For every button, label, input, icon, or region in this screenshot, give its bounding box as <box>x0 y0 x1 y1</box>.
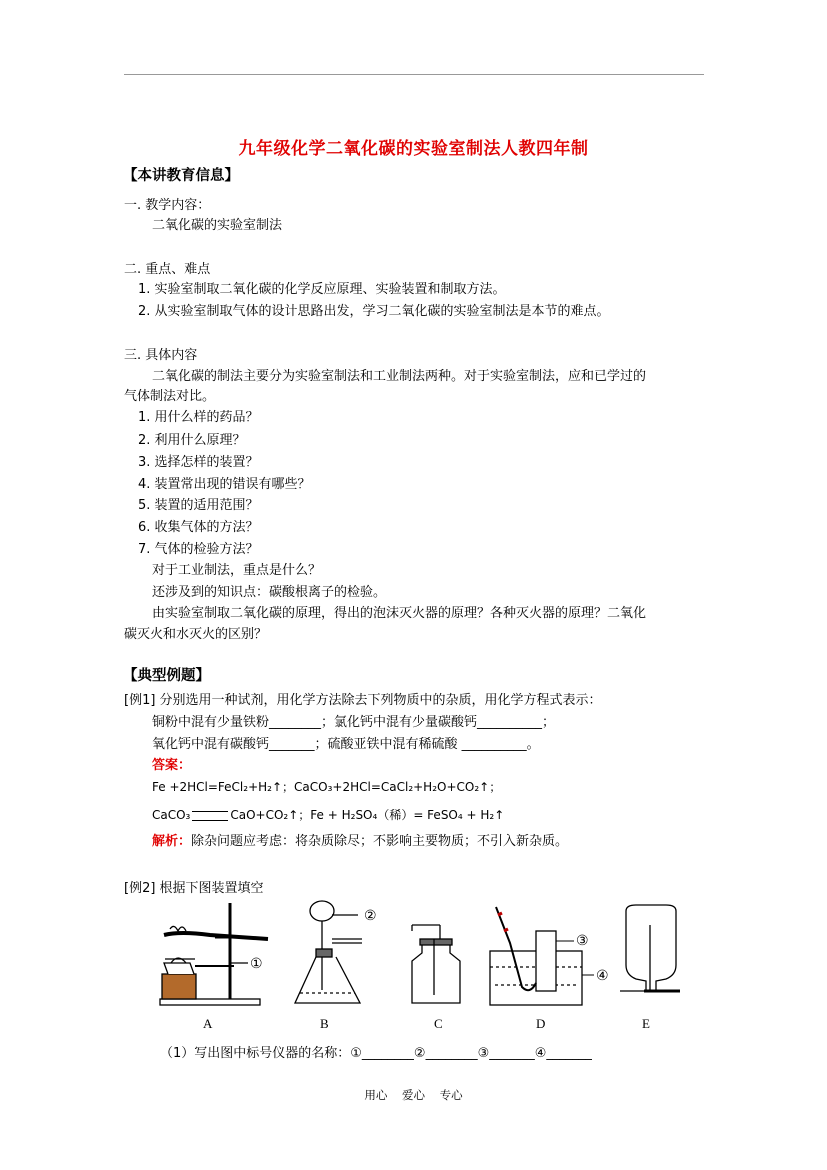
apparatus-d <box>490 907 582 1005</box>
figure-label-e: E <box>642 1016 650 1031</box>
answer-equation-2 <box>152 806 504 823</box>
part3-item: 4. 装置常出现的错误有哪些？ <box>138 477 311 492</box>
page-footer: 用心 爱心 专心 <box>364 1088 463 1102</box>
callout-3: ③ <box>576 934 589 949</box>
part3-intro-line2: 气体制法对比。 <box>124 389 216 404</box>
apparatus-e <box>620 905 680 991</box>
apparatus-a <box>160 903 268 1005</box>
figure-label-d: D <box>536 1016 546 1031</box>
extinguisher-line2: 碳灭火和水灭火的区别？ <box>124 627 268 642</box>
part3-item: 5. 装置的适用范围？ <box>138 498 259 513</box>
equation-products: CaO+CO₂↑；Fe + H₂SO₄（稀）= FeSO₄ + H₂↑ <box>230 808 505 822</box>
example1-prompt: [例1] 分别选用一种试剂，用化学方法除去下列物质中的杂质，用化学方程式表示： <box>124 693 602 708</box>
part2-label: 二. 重点、难点 <box>124 262 211 277</box>
analysis-text: 除杂问题应考虑：将杂质除尽；不影响主要物质；不引入新杂质。 <box>191 834 569 849</box>
part3-label: 三. 具体内容 <box>124 348 198 363</box>
analysis-line <box>152 830 568 849</box>
apparatus-c <box>412 925 460 1003</box>
page-title: 九年级化学二氧化碳的实验室制法人教四年制 <box>238 139 589 159</box>
header-rule <box>124 74 704 75</box>
extinguisher-line1: 由实验室制取二氧化碳的原理，得出的泡沫灭火器的原理？各种灭火器的原理？二氧化 <box>152 606 647 621</box>
part3-intro-line1: 二氧化碳的制法主要分为实验室制法和工业制法两种。对于实验室制法，应和已学过的 <box>152 369 647 384</box>
example2-prompt: [例2] 根据下图装置填空 <box>124 881 264 896</box>
part1-text: 二氧化碳的实验室制法 <box>152 218 283 233</box>
apparatus-b <box>295 901 362 1003</box>
apparatus-figure <box>150 895 690 1035</box>
example1-line2: 氧化钙中混有碳酸钙_______；硫酸亚铁中混有稀硫酸 __________。 <box>152 737 540 752</box>
callout-4: ④ <box>596 969 609 984</box>
figure-label-c: C <box>434 1016 443 1031</box>
part2-item: 2. 从实验室制取气体的设计思路出发，学习二氧化碳的实验室制法是本节的难点。 <box>138 304 610 319</box>
answer-label: 答案： <box>152 758 192 773</box>
answer-equation-1: Fe +2HCl=FeCl₂+H₂↑；CaCO₃+2HCl=CaCl₂+H₂O+CO₂↑； <box>152 780 502 794</box>
section-heading-info: 【本讲教育信息】 <box>123 168 239 184</box>
figure-label-b: B <box>320 1016 329 1031</box>
equation-reactant: CaCO₃ <box>152 808 191 822</box>
part3-item: 1. 用什么样的药品？ <box>138 410 259 425</box>
example2-question: （1）写出图中标号仪器的名称：①________②________③_______④_______ <box>160 1046 592 1061</box>
figure-label-a: A <box>203 1016 213 1031</box>
example1-line1: 铜粉中混有少量铁粉________；氯化钙中混有少量碳酸钙__________； <box>152 715 556 730</box>
part3-item: 6. 收集气体的方法？ <box>138 520 259 535</box>
heat-condition-sign <box>192 811 228 821</box>
part2-item: 1. 实验室制取二氧化碳的化学反应原理、实验装置和制取方法。 <box>138 282 506 297</box>
callout-1: ① <box>250 957 263 972</box>
part1-label: 一. 教学内容： <box>124 198 211 213</box>
part3-item: 7. 气体的检验方法？ <box>138 542 259 557</box>
industrial-question: 对于工业制法，重点是什么？ <box>152 563 322 578</box>
callout-2: ② <box>364 909 377 924</box>
part3-item: 3. 选择怎样的装置？ <box>138 455 259 470</box>
section-heading-examples: 【典型例题】 <box>123 668 210 684</box>
analysis-label: 解析： <box>152 834 192 849</box>
part3-item: 2. 利用什么原理？ <box>138 433 246 448</box>
related-knowledge: 还涉及到的知识点：碳酸根离子的检验。 <box>152 585 387 600</box>
